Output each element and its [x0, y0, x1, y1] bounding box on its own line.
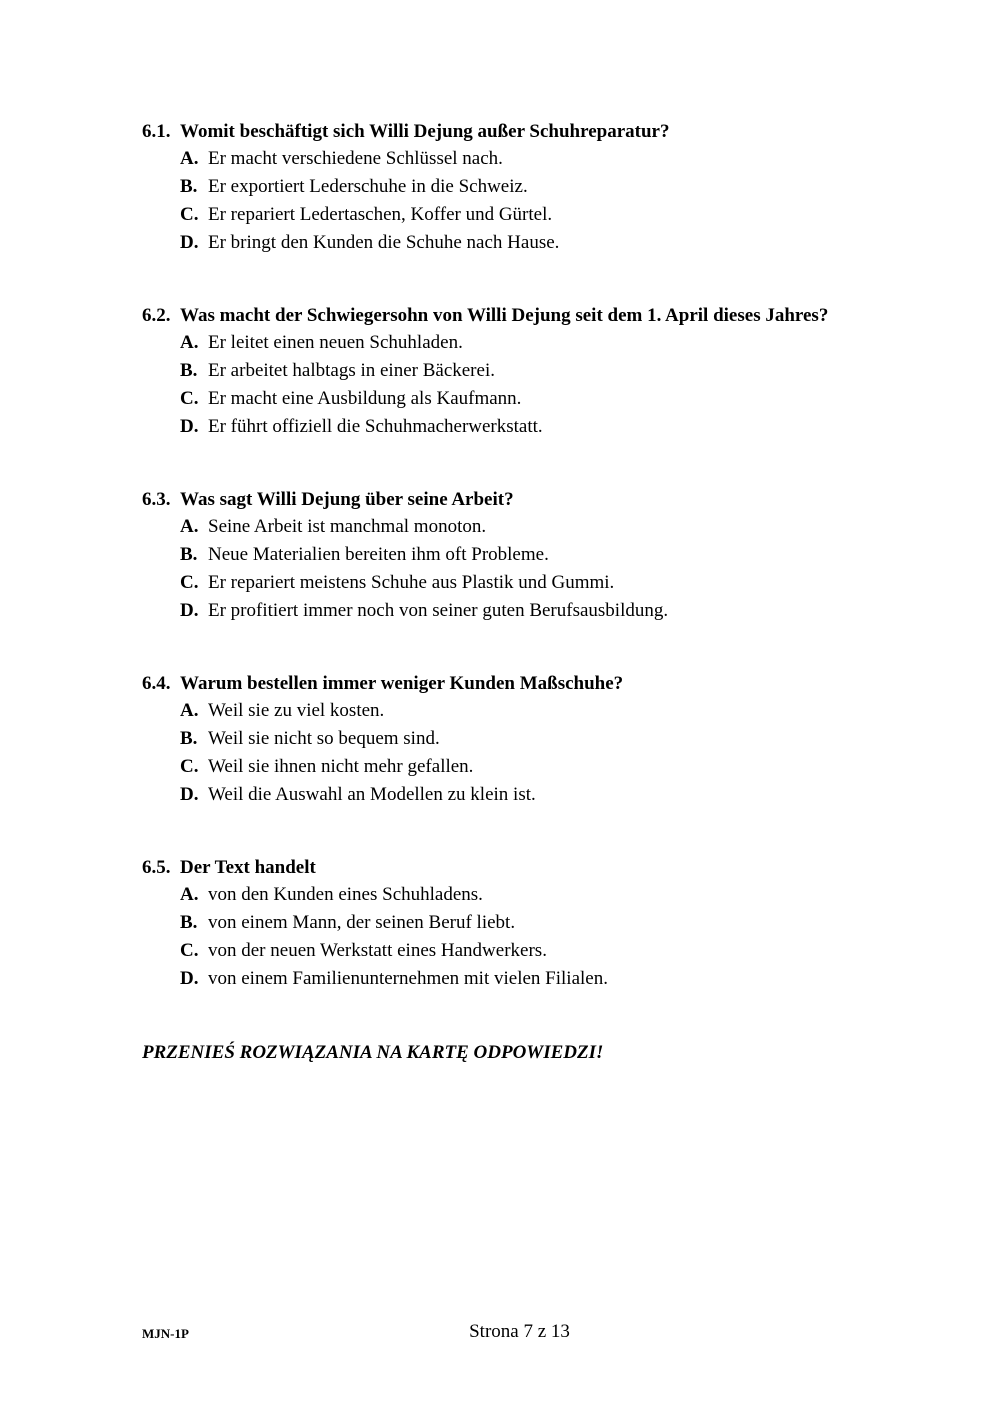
answer-option-b: [180, 725, 902, 753]
answer-option-a: [180, 329, 902, 357]
option-text: Er macht eine Ausbildung als Kaufmann.: [208, 388, 522, 409]
option-text: Weil die Auswahl an Modellen zu klein ist.: [208, 784, 536, 805]
answer-option-a: [180, 697, 902, 725]
option-text: Weil sie ihnen nicht mehr gefallen.: [208, 756, 474, 777]
answer-options: [142, 513, 902, 625]
option-letter: A.: [180, 884, 199, 905]
transfer-answers-instruction: PRZENIEŚ ROZWIĄZANIA NA KARTĘ ODPOWIEDZI!: [142, 1042, 604, 1063]
answer-option-c: [180, 753, 902, 781]
option-text: Neue Materialien bereiten ihm oft Probleme.: [208, 544, 549, 565]
option-letter: B.: [180, 360, 198, 381]
option-text: von einem Mann, der seinen Beruf liebt.: [208, 912, 516, 933]
question-text: Was sagt Willi Dejung über seine Arbeit?: [180, 489, 514, 510]
option-text: Weil sie zu viel kosten.: [208, 700, 385, 721]
question-number: 6.5.: [142, 857, 171, 878]
option-text: Er profitiert immer noch von seiner guten Berufsausbildung.: [208, 600, 669, 621]
question-text: Was macht der Schwiegersohn von Willi Dejung seit dem 1. April dieses Jahres?: [180, 305, 829, 326]
answer-options: [142, 697, 902, 809]
option-text: Er repariert Ledertaschen, Koffer und Gürtel.: [208, 204, 553, 225]
option-letter: B.: [180, 912, 198, 933]
answer-option-c: [180, 937, 902, 965]
option-letter: C.: [180, 388, 199, 409]
question-number: 6.3.: [142, 489, 171, 510]
question-6-1: [142, 119, 902, 303]
answer-option-a: [180, 145, 902, 173]
option-text: Er bringt den Kunden die Schuhe nach Hause.: [208, 232, 560, 253]
option-letter: C.: [180, 940, 199, 961]
option-text: Er leitet einen neuen Schuhladen.: [208, 332, 463, 353]
answer-option-a: [180, 513, 902, 541]
option-letter: C.: [180, 756, 199, 777]
option-text: Er repariert meistens Schuhe aus Plastik und Gummi.: [208, 572, 615, 593]
question-header: [142, 303, 902, 329]
option-letter: A.: [180, 516, 199, 537]
answer-option-c: [180, 385, 902, 413]
option-text: Seine Arbeit ist manchmal monoton.: [208, 516, 487, 537]
exam-code: MJN-1P: [142, 1326, 189, 1341]
option-letter: A.: [180, 148, 199, 169]
option-letter: D.: [180, 416, 199, 437]
answer-option-c: [180, 569, 902, 597]
option-letter: C.: [180, 572, 199, 593]
question-6-5: [142, 855, 902, 1039]
page-number: Strona 7 z 13: [469, 1321, 570, 1342]
option-letter: B.: [180, 544, 198, 565]
answer-option-d: [180, 229, 902, 257]
question-header: [142, 119, 902, 145]
option-letter: D.: [180, 968, 199, 989]
question-text: Warum bestellen immer weniger Kunden Maßschuhe?: [180, 673, 624, 694]
answer-option-b: [180, 357, 902, 385]
answer-option-b: [180, 173, 902, 201]
option-text: Er macht verschiedene Schlüssel nach.: [208, 148, 503, 169]
question-number: 6.2.: [142, 305, 171, 326]
question-text: Der Text handelt: [180, 857, 316, 878]
option-letter: A.: [180, 332, 199, 353]
option-letter: D.: [180, 784, 199, 805]
option-letter: B.: [180, 728, 198, 749]
question-text: Womit beschäftigt sich Willi Dejung außer Schuhreparatur?: [180, 121, 670, 142]
question-6-2: [142, 303, 902, 487]
answer-option-b: [180, 541, 902, 569]
option-text: Er arbeitet halbtags in einer Bäckerei.: [208, 360, 495, 381]
answer-option-a: [180, 881, 902, 909]
question-6-4: [142, 671, 902, 855]
option-letter: C.: [180, 204, 199, 225]
option-text: von der neuen Werkstatt eines Handwerkers.: [208, 940, 547, 961]
question-header: [142, 671, 902, 697]
option-text: von einem Familienunternehmen mit vielen Filialen.: [208, 968, 608, 989]
option-text: Weil sie nicht so bequem sind.: [208, 728, 440, 749]
answer-option-d: [180, 781, 902, 809]
question-header: [142, 855, 902, 881]
option-text: von den Kunden eines Schuhladens.: [208, 884, 483, 905]
answer-option-b: [180, 909, 902, 937]
question-header: [142, 487, 902, 513]
option-text: Er exportiert Lederschuhe in die Schweiz.: [208, 176, 528, 197]
option-text: Er führt offiziell die Schuhmacherwerkstatt.: [208, 416, 543, 437]
option-letter: D.: [180, 600, 199, 621]
answer-option-d: [180, 413, 902, 441]
option-letter: D.: [180, 232, 199, 253]
answer-options: [142, 881, 902, 993]
answer-options: [142, 145, 902, 257]
question-6-3: [142, 487, 902, 671]
answer-option-d: [180, 965, 902, 993]
question-number: 6.4.: [142, 673, 171, 694]
question-number: 6.1.: [142, 121, 171, 142]
option-letter: A.: [180, 700, 199, 721]
question-list: [142, 119, 902, 1039]
answer-option-d: [180, 597, 902, 625]
answer-option-c: [180, 201, 902, 229]
option-letter: B.: [180, 176, 198, 197]
answer-options: [142, 329, 902, 441]
